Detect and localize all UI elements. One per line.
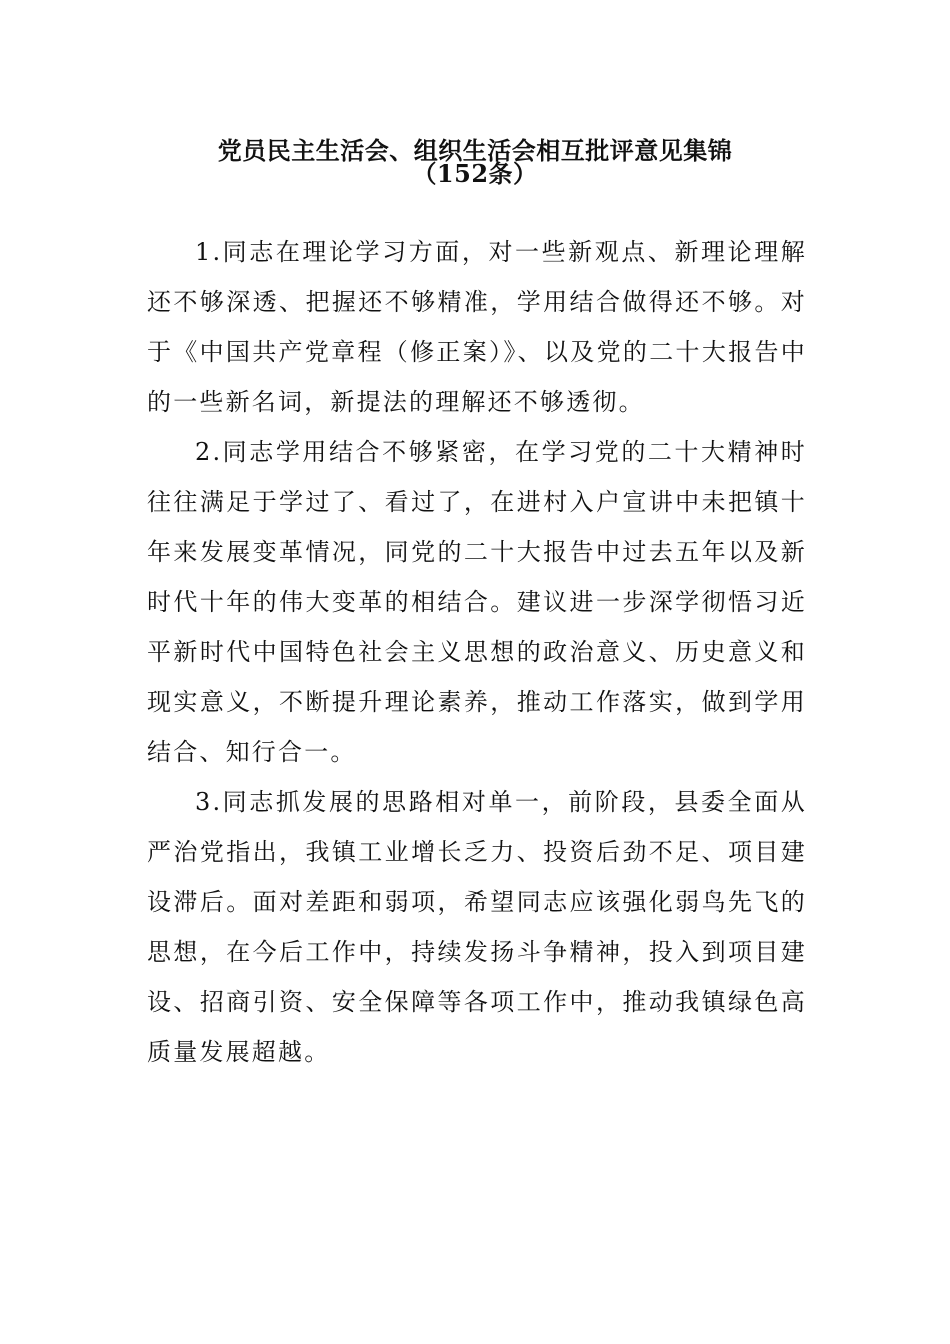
paragraph-2: 2.同志学用结合不够紧密，在学习党的二十大精神时往往满足于学过了、看过了，在进村入户宣讲中未把镇十年来发展变革情况，同党的二十大报告中过去五年以及新时代十年的伟大变革的相结合。建议进一步深学彻悟习近平新时代中国特色社会主义思想的政治意义、历史意义和现实意义，不断提升理论素养，推动工作落实，做到学用结合、知行合一。 — [147, 438, 807, 766]
document-title: 党员民主生活会、组织生活会相互批评意见集锦 — [217, 136, 733, 165]
document-body — [147, 227, 807, 1077]
document-subtitle: （152条） — [412, 159, 538, 188]
paragraph-1: 1.同志在理论学习方面，对一些新观点、新理论理解还不够深透、把握还不够精准，学用结合做得还不够。对于《中国共产党章程（修正案）》、以及党的二十大报告中的一些新名词，新提法的理解还不够透彻。 — [147, 238, 807, 416]
paragraph-3: 3.同志抓发展的思路相对单一，前阶段，县委全面从严治党指出，我镇工业增长乏力、投资后劲不足、项目建设滞后。面对差距和弱项，希望同志应该强化弱鸟先飞的思想，在今后工作中，持续发扬斗争精神，投入到项目建设、招商引资、安全保障等各项工作中，推动我镇绿色高质量发展超越。 — [147, 788, 807, 1066]
